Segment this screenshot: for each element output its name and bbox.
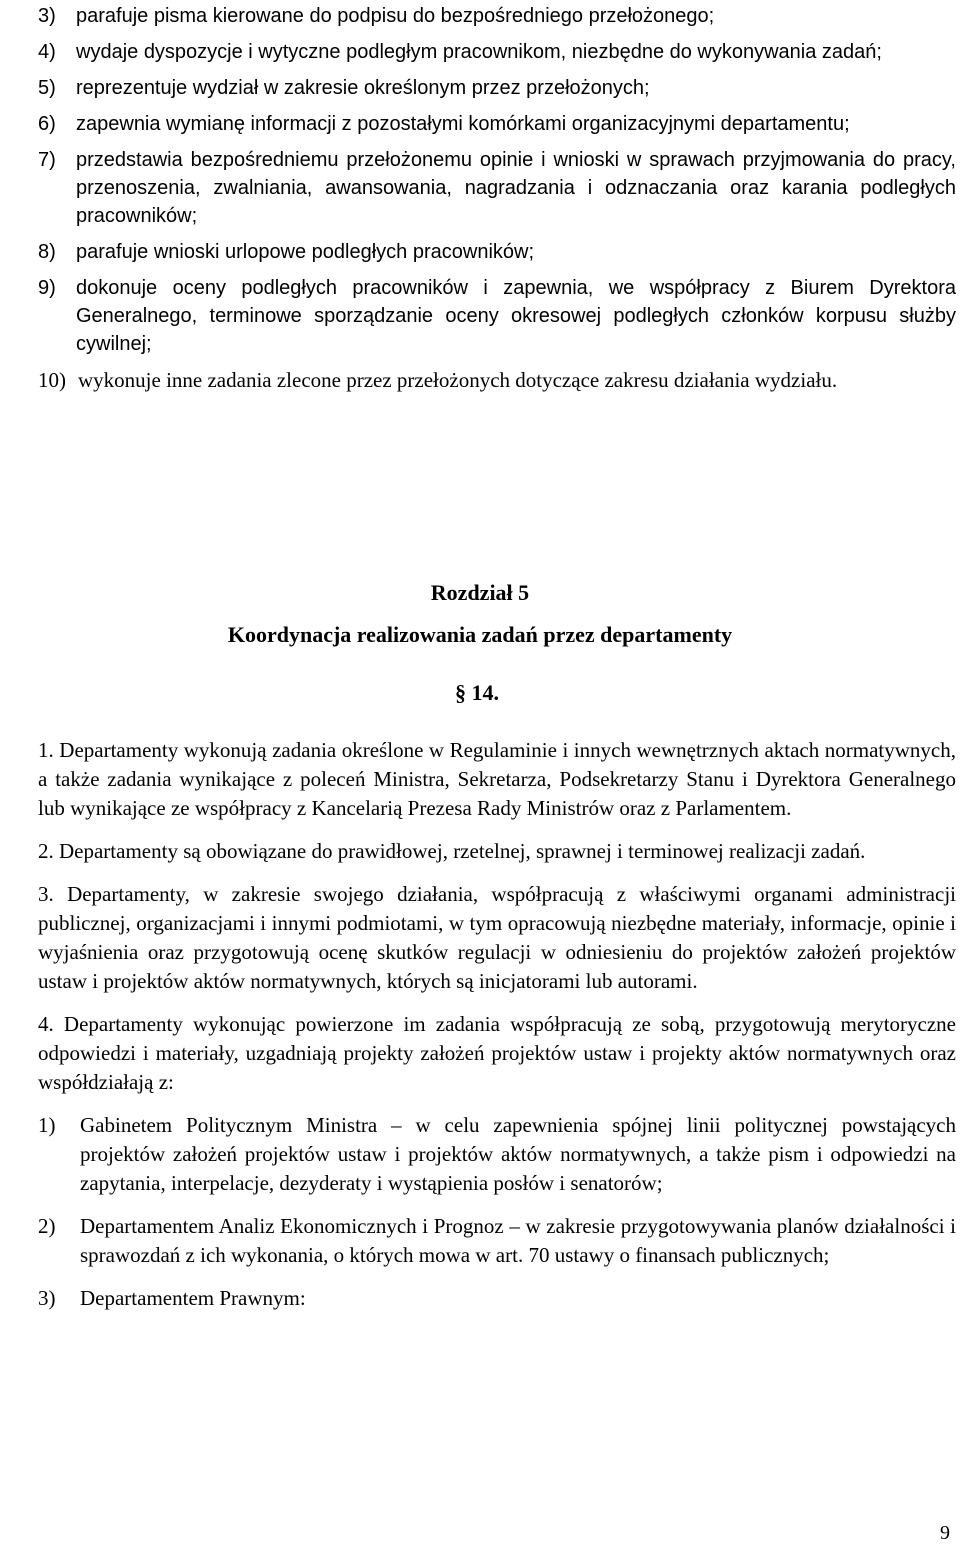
list-item-text: dokonuje oceny podległych pracowników i zapewnia, we współpracy z Biurem Dyrektora Generalnego, terminowe sporządzanie oceny okresowej podległych członków korpusu służby cywilnej; [76,277,956,355]
list-item-number: 5) [38,77,56,99]
chapter-title: Rozdział 5 [430,580,530,605]
list-item [38,274,956,358]
sub-list-item [38,1111,956,1198]
sub-item-number: 3) [38,1286,56,1310]
chapter-subtitle: Koordynacja realizowania zadań przez departamenty [227,622,733,647]
list-item-text: reprezentuje wydział w zakresie określonym przez przełożonych; [76,77,650,99]
paragraph [38,1010,956,1097]
list-item-text: parafuje pisma kierowane do podpisu do bezpośredniego przełożonego; [76,5,715,27]
list-item-number: 10) [38,368,66,392]
paragraph-number: 1. [38,738,54,762]
list-item [38,238,956,266]
list-item-number: 6) [38,113,56,135]
list-item [38,110,956,138]
list-item-number: 3) [38,5,56,27]
section-number: § 14. [455,680,499,705]
paragraph-number: 3. [38,882,54,906]
list-item-number: 7) [38,149,56,171]
list-item-number: 4) [38,41,56,63]
paragraph-number: 2. [38,839,54,863]
section-body [38,736,956,1327]
paragraph-text: Departamenty są obowiązane do prawidłowej, rzetelnej, sprawnej i terminowej realizacji zadań. [59,839,866,863]
sub-list-item [38,1212,956,1270]
list-item-number: 9) [38,277,56,299]
sub-item-text: Departamentem Prawnym: [80,1286,306,1310]
page-number: 9 [940,1522,950,1544]
list-item [38,38,956,66]
list-item [38,366,956,394]
sub-item-text: Gabinetem Politycznym Ministra – w celu zapewnienia spójnej linii politycznej powstających projektów założeń projektów ustaw i projektów aktów normatywnych, a także pism i odpowiedzi na zapytania, interpelacje, dezyderaty i wystąpienia posłów i senatorów; [80,1113,956,1195]
list-item-text: wykonuje inne zadania zlecone przez przełożonych dotyczące zakresu działania wydziału. [78,368,838,392]
paragraph-text: Departamenty wykonując powierzone im zadania współpracują ze sobą, przygotowują merytoryczne odpowiedzi i materiały, uzgadniają projekty założeń projektów ustaw i projekty aktów normatywnych oraz współdziałają z: [38,1012,956,1094]
list-item-number: 8) [38,241,56,263]
list-item [38,2,956,30]
list-item [38,146,956,230]
list-item-text: parafuje wnioski urlopowe podległych pracowników; [76,241,535,263]
list-item-text: przedstawia bezpośredniemu przełożonemu opinie i wnioski w sprawach przyjmowania do pracy, przenoszenia, zwalniania, awansowania, nagradzania i odznaczania oraz karania podległych pracowników; [76,149,956,227]
sub-item-text: Departamentem Analiz Ekonomicznych i Prognoz – w zakresie przygotowywania planów działalności i sprawozdań z ich wykonania, o których mowa w art. 70 ustawy o finansach publicznych; [80,1214,956,1267]
list-item-text: wydaje dyspozycje i wytyczne podległym pracownikom, niezbędne do wykonywania zadań; [76,41,882,63]
list-item-text: zapewnia wymianę informacji z pozostałymi komórkami organizacyjnymi departamentu; [76,113,850,135]
paragraph [38,880,956,996]
paragraph-text: Departamenty wykonują zadania określone w Regulaminie i innych wewnętrznych aktach normatywnych, a także zadania wynikające z poleceń Ministra, Sekretarza, Podsekretarzy Stanu i Dyrektora Generalnego lub wynikające ze współpracy z Kancelarią Prezesa Rady Ministrów oraz z Parlamentem. [38,738,956,820]
duties-list [38,2,956,402]
list-item [38,74,956,102]
paragraph [38,837,956,866]
paragraph-text: Departamenty, w zakresie swojego działania, współpracują z właściwymi organami administracji publicznej, organizacjami i innymi podmiotami, w tym opracowują niezbędne materiały, informacje, opinie i wyjaśnienia oraz przygotowują ocenę skutków regulacji w odniesieniu do projektów założeń projektów ustaw i projektów aktów normatywnych, których są inicjatorami lub autorami. [38,882,956,993]
sub-item-number: 1) [38,1113,56,1137]
sub-list-item [38,1284,956,1313]
sub-item-number: 2) [38,1214,56,1238]
paragraph [38,736,956,823]
paragraph-number: 4. [38,1012,54,1036]
